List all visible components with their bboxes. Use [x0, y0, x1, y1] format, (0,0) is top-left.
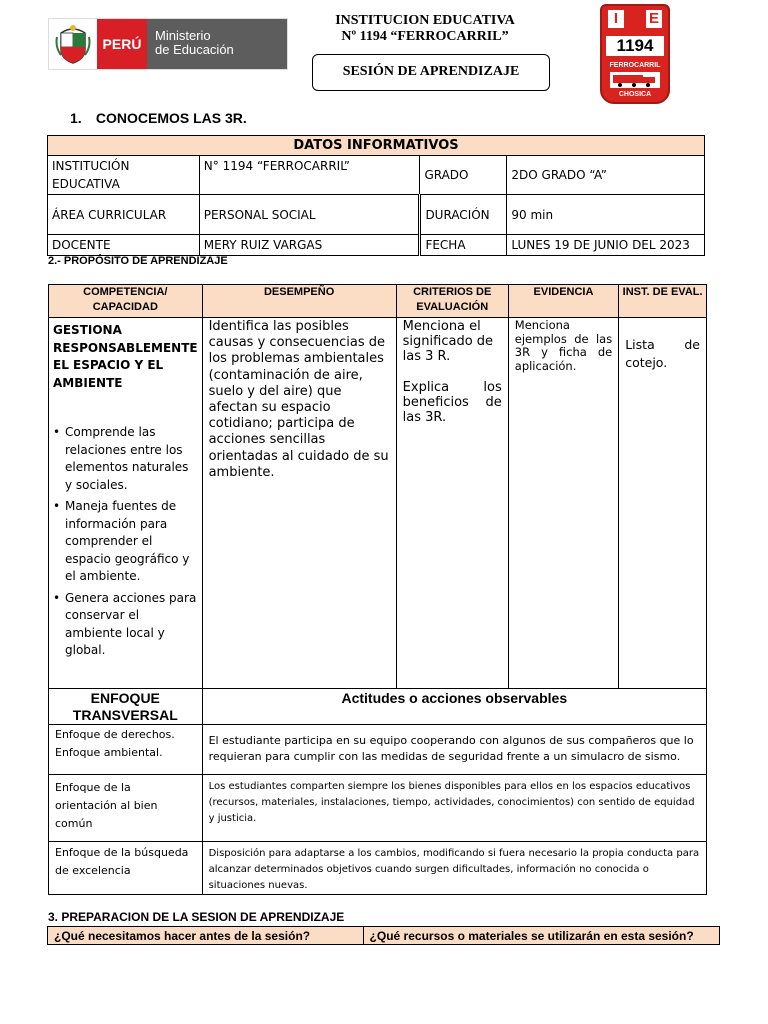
ministerio-line1: Ministerio [155, 28, 211, 43]
preparacion-table [47, 926, 720, 945]
capacidad-item [53, 590, 198, 660]
fecha-label: FECHA [420, 235, 507, 256]
section1-number: 1. [70, 110, 82, 126]
section2-heading: 2.- PROPÓSITO DE APRENDIZAJE [48, 255, 228, 267]
crest-city: CHOSICA [618, 91, 652, 98]
desempeno-header: DESEMPEÑO [202, 285, 396, 318]
ministerio-label [147, 19, 287, 69]
actitudes-header: Actitudes o acciones observables [202, 689, 706, 725]
duracion-value: 90 min [507, 195, 705, 235]
enfoque-name: Enfoque de la búsqueda de excelencia [49, 842, 203, 895]
area-label: ÁREA CURRICULAR [48, 195, 200, 235]
competencia-title: GESTIONA RESPONSABLEMENTE EL ESPACIO Y EL AMBIENTE [53, 323, 198, 390]
section1-title: CONOCEMOS LAS 3R. [95, 110, 247, 126]
preparacion-col2: ¿Qué recursos o materiales se utilizarán en esta sesión? [363, 927, 719, 945]
ministerio-line2: de Educación [155, 42, 234, 57]
crest-name: FERROCARRIL [609, 62, 661, 69]
bullet-icon: • [53, 499, 61, 513]
fecha-value: LUNES 19 DE JUNIO DEL 2023 [507, 235, 705, 256]
enfoque-desc: Los estudiantes comparten siempre los bienes disponibles para ellos en los espacios educativos (recursos, materiales, instalaciones, tiempo, actividades, conocimientos) con sentido de equidad y justicia. [202, 775, 706, 842]
school-crest-logo [600, 4, 670, 104]
criterios-cell [396, 318, 508, 689]
capacidad-text: Comprende las relaciones entre los elementos naturales y sociales. [65, 425, 189, 492]
bullet-icon: • [53, 425, 61, 439]
enfoque-name: Enfoque de derechos. Enfoque ambiental. [49, 725, 203, 775]
competencia-cell [49, 318, 203, 689]
docente-label: DOCENTE [48, 235, 200, 256]
capacidad-item [53, 424, 198, 494]
crest-number: 1194 [606, 36, 664, 56]
institucion-value: N° 1194 “FERROCARRIL” [199, 156, 420, 195]
section1-heading [70, 110, 247, 126]
peru-label: PERÚ [97, 19, 147, 69]
desempeno-cell: Identifica las posibles causas y consecuencias de los problemas ambientales (contaminación de aire, suelo y del aire) que afectan su espacio cotidiano; participa de acciones sencillas orientadas al cuidado de su ambiente. [202, 318, 396, 689]
instrumento-cell: Lista de cotejo. [619, 318, 707, 689]
criterio-2: Explica los beneficios de las 3R. [402, 379, 502, 426]
crest-letter-i: I [608, 10, 624, 28]
crest-letter-e: E [646, 10, 662, 28]
enfoque-desc: El estudiante participa en su equipo cooperando con algunos de sus compañeros que lo requieran para cumplir con las medidas de seguridad frente a un simulacro de sismo. [202, 725, 706, 775]
school-title-line2: Nº 1194 “FERROCARRIL” [341, 29, 509, 44]
bullet-icon: • [53, 590, 61, 605]
criterios-header: CRITERIOS DE EVALUACIÓN [396, 285, 508, 318]
school-title-line1: INSTITUCION EDUCATIVA [335, 13, 515, 28]
grado-label: GRADO [420, 156, 507, 195]
grado-value: 2DO GRADO “A” [507, 156, 705, 195]
proposito-table [48, 284, 707, 895]
datos-header: DATOS INFORMATIVOS [48, 136, 705, 156]
capacidad-text: Genera acciones para conservar el ambiente local y global. [65, 590, 197, 657]
minedu-logo [48, 18, 288, 70]
coat-of-arms-icon [49, 19, 97, 69]
area-value: PERSONAL SOCIAL [199, 195, 420, 235]
docente-value: MERY RUIZ VARGAS [199, 235, 420, 256]
enfoque-name: Enfoque de la orientación al bien común [49, 775, 203, 842]
preparacion-col1: ¿Qué necesitamos hacer antes de la sesión? [48, 927, 364, 945]
train-icon [610, 72, 660, 88]
datos-informativos-table [47, 135, 705, 256]
institucion-label: INSTITUCIÓN EDUCATIVA [48, 156, 200, 195]
enfoque-header: ENFOQUE TRANSVERSAL [49, 689, 203, 725]
session-title-box: SESIÓN DE APRENDIZAJE [312, 54, 550, 91]
duracion-label: DURACIÓN [420, 195, 507, 235]
section3-heading: 3. PREPARACION DE LA SESION DE APRENDIZAJE [48, 910, 345, 924]
enfoque-desc: Disposición para adaptarse a los cambios, modificando si fuera necesario la propia conducta para alcanzar determinados objetivos cuando surgen dificultades, información no conocida o situaciones nuevas. [202, 842, 706, 895]
capacidad-text: Maneja fuentes de información para comprender el espacio geográfico y el ambiente. [65, 499, 190, 583]
criterio-1: Menciona el significado de las 3 R. [402, 319, 494, 365]
school-title [300, 13, 550, 45]
competencia-header: COMPETENCIA/ CAPACIDAD [49, 285, 203, 318]
instrumento-header: INST. DE EVAL. [619, 285, 707, 318]
evidencia-cell: Menciona ejemplos de las 3R y ficha de aplicación. [508, 318, 618, 689]
evidencia-header: EVIDENCIA [508, 285, 618, 318]
capacidad-item [53, 498, 198, 586]
